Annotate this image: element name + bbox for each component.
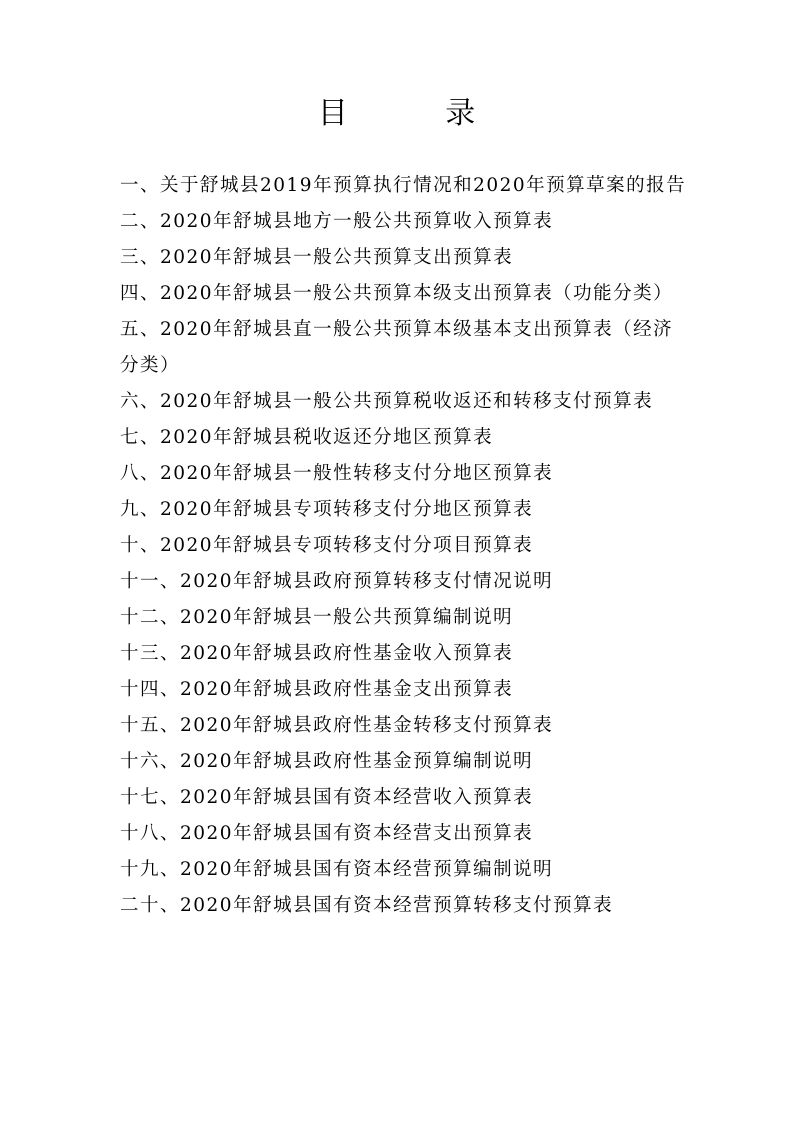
- toc-entry: 九、2020年舒城县专项转移支付分地区预算表: [120, 499, 534, 520]
- toc-entry: 十三、2020年舒城县政府性基金收入预算表: [120, 643, 514, 664]
- toc-entry: 三、2020年舒城县一般公共预算支出预算表: [120, 247, 514, 268]
- toc-entry: 十五、2020年舒城县政府性基金转移支付预算表: [120, 715, 554, 736]
- toc-entry: 十一、2020年舒城县政府预算转移支付情况说明: [120, 571, 554, 592]
- table-of-contents: [120, 168, 690, 924]
- toc-entry: 十七、2020年舒城县国有资本经营收入预算表: [120, 787, 534, 808]
- toc-entry: 八、2020年舒城县一般性转移支付分地区预算表: [120, 463, 554, 484]
- toc-entry: 五、2020年舒城县直一般公共预算本级基本支出预算表（经济分类）: [120, 319, 674, 376]
- page-title: 目 录: [317, 96, 520, 131]
- toc-entry: 十四、2020年舒城县政府性基金支出预算表: [120, 679, 514, 700]
- toc-entry: 十八、2020年舒城县国有资本经营支出预算表: [120, 823, 534, 844]
- toc-entry: 十二、2020年舒城县一般公共预算编制说明: [120, 607, 514, 628]
- toc-entry: 一、关于舒城县2019年预算执行情况和2020年预算草案的报告: [120, 175, 687, 196]
- toc-entry: 十、2020年舒城县专项转移支付分项目预算表: [120, 535, 534, 556]
- toc-entry: 十六、2020年舒城县政府性基金预算编制说明: [120, 751, 534, 772]
- toc-entry: 十九、2020年舒城县国有资本经营预算编制说明: [120, 859, 554, 880]
- toc-entry: 四、2020年舒城县一般公共预算本级支出预算表（功能分类）: [120, 283, 674, 304]
- toc-entry: 七、2020年舒城县税收返还分地区预算表: [120, 427, 494, 448]
- toc-entry: 二、2020年舒城县地方一般公共预算收入预算表: [120, 211, 554, 232]
- toc-entry: 六、2020年舒城县一般公共预算税收返还和转移支付预算表: [120, 391, 654, 412]
- toc-entry: 二十、2020年舒城县国有资本经营预算转移支付预算表: [120, 895, 614, 916]
